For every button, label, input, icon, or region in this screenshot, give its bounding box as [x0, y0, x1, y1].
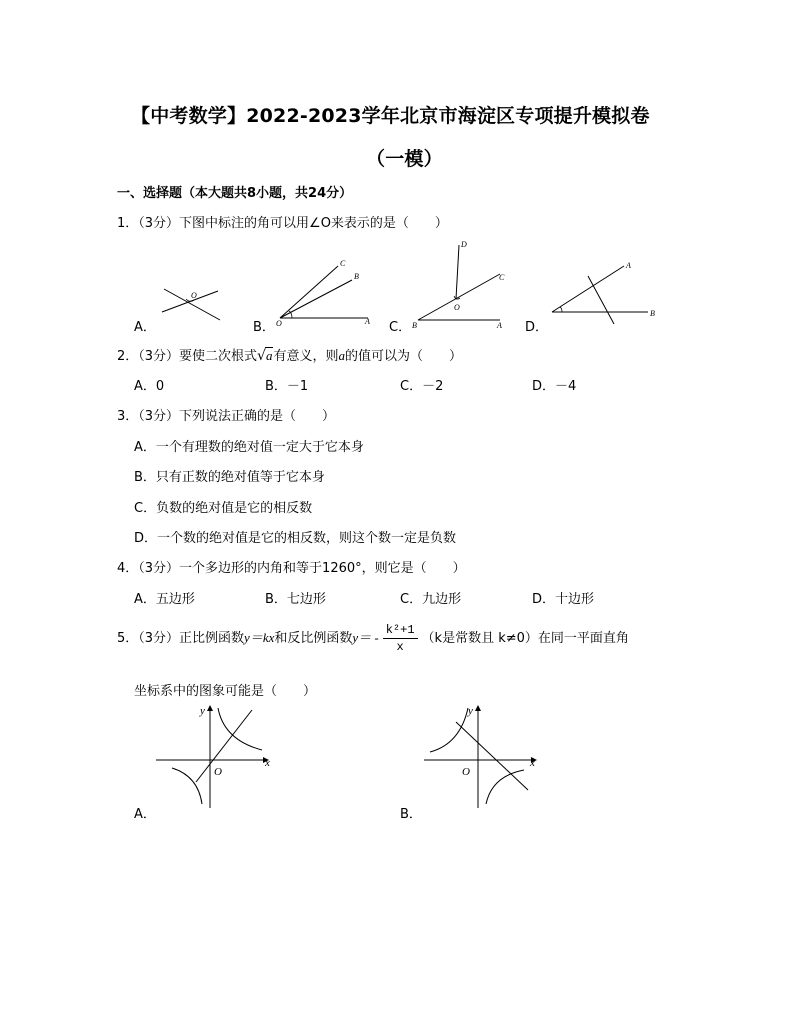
q1-figure-c	[404, 240, 514, 330]
q2-option-a[interactable]: A．0	[134, 379, 165, 394]
question-5-stem-line2: 坐标系中的图象可能是（ ）	[134, 684, 317, 699]
q3-option-c[interactable]: C．负数的绝对值是它的相反数	[134, 501, 313, 516]
origin-label: O	[214, 766, 222, 778]
q4-option-c[interactable]: C．九边形	[400, 592, 462, 607]
y-axis-label: y	[468, 705, 473, 717]
q1-figure-a	[158, 282, 224, 328]
q5-figure-b	[420, 700, 546, 812]
q2-var: a	[338, 348, 345, 363]
exam-subtitle: （一模）	[366, 148, 443, 170]
q5-frac-denominator: x	[396, 640, 404, 654]
q4-option-d[interactable]: D．十边形	[532, 592, 595, 607]
label-o: O	[276, 319, 282, 328]
q2-radicand: a	[265, 348, 273, 363]
q1-option-d[interactable]: D．	[525, 320, 549, 335]
x-axis-label: x	[530, 757, 535, 769]
sqrt-sign: √	[257, 348, 266, 364]
label-c: C	[499, 273, 505, 282]
q5-condition: （k是常数且 k≠0）在同一平面直角	[421, 631, 629, 646]
section-heading: 一、选择题（本大题共8小题，共24分）	[117, 186, 353, 201]
q5-fraction	[383, 623, 418, 654]
label-a: A	[365, 317, 370, 326]
q2-option-c[interactable]: C．－2	[400, 379, 444, 394]
q3-option-b[interactable]: B．只有正数的绝对值等于它本身	[134, 470, 325, 485]
q3-option-a[interactable]: A．一个有理数的绝对值一定大于它本身	[134, 440, 364, 455]
y-axis-label: y	[200, 705, 205, 717]
q5-prefix: 5．（3分）正比例函数	[117, 631, 245, 646]
exam-title: 【中考数学】2022-2023学年北京市海淀区专项提升模拟卷	[131, 105, 650, 127]
q2-option-d[interactable]: D．－4	[532, 379, 577, 394]
label-a: A	[626, 261, 631, 270]
q1-option-b[interactable]: B．	[253, 320, 275, 335]
q5-option-a[interactable]: A．	[134, 807, 156, 822]
label-b: B	[650, 309, 655, 318]
question-1-stem: 1．（3分）下图中标注的角可以用∠O来表示的是（ ）	[117, 216, 448, 231]
label-c: C	[340, 259, 346, 268]
question-3-stem: 3．（3分）下列说法正确的是（ ）	[117, 409, 336, 424]
q5-frac-numerator: k²+1	[383, 623, 418, 639]
q1-option-a[interactable]: A．	[134, 320, 156, 335]
q5-mid: 和反比例函数	[274, 631, 353, 646]
q5-figure-a	[152, 700, 278, 812]
origin-label: O	[462, 766, 470, 778]
q1-option-c[interactable]: C．	[389, 320, 412, 335]
label-b: B	[412, 321, 417, 330]
q5-inverse-lhs: y＝ -	[352, 630, 379, 645]
question-5-stem	[117, 623, 629, 654]
q4-option-a[interactable]: A．五边形	[134, 592, 195, 607]
label-o: O	[454, 303, 460, 312]
q5-option-b[interactable]: B．	[400, 807, 422, 822]
q1-figure-d	[544, 256, 662, 328]
question-2-stem	[117, 345, 462, 364]
q2-option-b[interactable]: B．－1	[265, 379, 309, 394]
label-b: B	[354, 272, 359, 281]
q2-suffix: 的值可以为（ ）	[344, 349, 462, 364]
label-a: A	[497, 321, 502, 330]
x-axis-label: x	[265, 757, 270, 769]
q1-figure-b	[270, 258, 380, 328]
label-o: O	[191, 291, 197, 300]
q3-option-d[interactable]: D．一个数的绝对值是它的相反数，则这个数一定是负数	[134, 531, 457, 546]
q2-prefix: 2．（3分）要使二次根式	[117, 349, 258, 364]
q4-option-b[interactable]: B．七边形	[265, 592, 326, 607]
question-4-stem: 4．（3分）一个多边形的内角和等于1260°，则它是（ ）	[117, 561, 466, 576]
label-d: D	[461, 240, 467, 249]
q5-direct-function: y＝kx	[244, 630, 275, 645]
q2-mid: 有意义，则	[273, 349, 339, 364]
